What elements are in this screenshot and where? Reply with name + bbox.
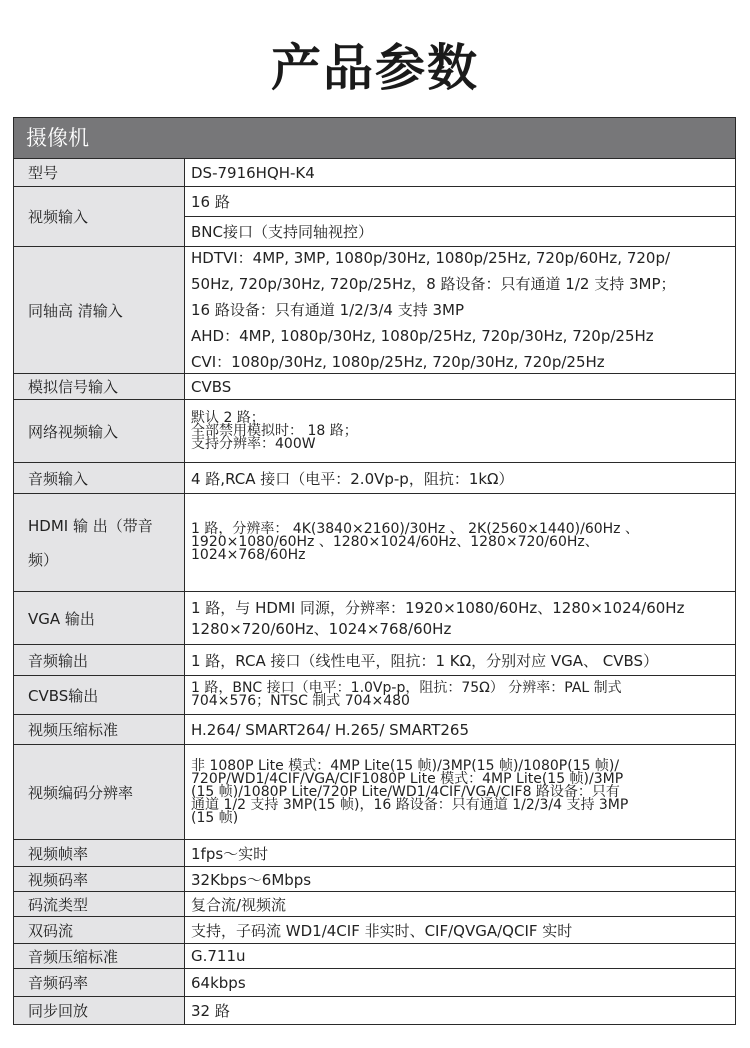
spec-row bbox=[14, 494, 735, 592]
spec-value bbox=[185, 592, 735, 644]
spec-value-line: HDTVI：4MP, 3MP, 1080p/30Hz, 1080p/25Hz, 720p/60Hz, 720p/ bbox=[191, 249, 671, 267]
spec-value bbox=[185, 867, 735, 891]
section-header: 摄像机 bbox=[14, 118, 735, 159]
spec-value-line: 全部禁用模拟时： 18 路； bbox=[191, 422, 358, 439]
spec-value bbox=[185, 645, 735, 675]
page-title: 产品参数 bbox=[271, 39, 479, 97]
spec-value-line: (15 帧)/1080P Lite/720P Lite/WD1/4CIF/VGA/CIF8 路设备：只有 bbox=[191, 783, 620, 800]
spec-value-line: 50Hz, 720p/30Hz, 720p/25Hz，8 路设备：只有通道 1/2 支持 3MP； bbox=[191, 275, 676, 293]
spec-value-line: 704×576；NTSC 制式 704×480 bbox=[191, 693, 410, 709]
spec-row bbox=[14, 840, 735, 867]
spec-value-line: 1920×1080/60Hz 、1280×1024/60Hz、1280×720/60Hz、 bbox=[191, 534, 599, 550]
spec-value-line: 1 路，分辨率： 4K(3840×2160)/30Hz 、 2K(2560×1440)/60Hz 、 bbox=[191, 521, 639, 537]
spec-rows bbox=[14, 159, 735, 1025]
spec-row bbox=[14, 892, 735, 917]
spec-value-line: 1024×768/60Hz bbox=[191, 547, 306, 563]
spec-label: 视频编码分辨率 bbox=[14, 745, 185, 839]
spec-value bbox=[185, 676, 735, 714]
spec-value bbox=[185, 840, 735, 866]
spec-label: 音频压缩标准 bbox=[14, 944, 185, 968]
spec-value-line: CVI：1080p/30Hz, 1080p/25Hz, 720p/30Hz, 720p/25Hz bbox=[191, 353, 605, 371]
spec-value-line: AHD：4MP, 1080p/30Hz, 1080p/25Hz, 720p/30Hz, 720p/25Hz bbox=[191, 327, 654, 345]
spec-value bbox=[185, 715, 735, 744]
spec-value bbox=[185, 400, 735, 462]
spec-label: 同轴高 清输入 bbox=[14, 247, 185, 373]
spec-row bbox=[14, 969, 735, 997]
spec-value-line: 默认 2 路； bbox=[191, 409, 265, 426]
spec-value bbox=[185, 374, 735, 399]
spec-value-line: 16 路 bbox=[185, 187, 735, 217]
spec-value-line: 支持分辨率：400W bbox=[191, 435, 316, 452]
spec-value-line: 4 路,RCA 接口（电平：2.0Vp-p，阻抗：1kΩ） bbox=[191, 469, 514, 488]
spec-value-line: CVBS bbox=[191, 377, 232, 396]
spec-label: 同步回放 bbox=[14, 997, 185, 1024]
spec-value bbox=[185, 187, 735, 246]
spec-value bbox=[185, 892, 735, 916]
spec-label: HDMI 输 出（带音 频） bbox=[14, 494, 185, 591]
spec-value bbox=[185, 944, 735, 968]
spec-value-line: 32 路 bbox=[191, 1002, 230, 1020]
spec-row bbox=[14, 187, 735, 247]
spec-value-line: 通道 1/2 支持 3MP(15 帧)，16 路设备：只有通道 1/2/3/4 支持 3MP bbox=[191, 796, 629, 813]
spec-value-line: 1fps～实时 bbox=[191, 844, 269, 863]
spec-label: 双码流 bbox=[14, 917, 185, 943]
spec-value-line: BNC接口（支持同轴视控） bbox=[191, 223, 373, 241]
spec-value-line: 支持，子码流 WD1/4CIF 非实时、CIF/QVGA/QCIF 实时 bbox=[191, 921, 573, 940]
spec-row bbox=[14, 745, 735, 840]
spec-value bbox=[185, 494, 735, 591]
spec-value-line: 16 路设备：只有通道 1/2/3/4 支持 3MP bbox=[191, 301, 465, 319]
spec-row bbox=[14, 944, 735, 969]
spec-value-line: 非 1080P Lite 模式：4MP Lite(15 帧)/3MP(15 帧)/1080P(15 帧)/ bbox=[191, 757, 620, 774]
spec-label: 音频输入 bbox=[14, 463, 185, 493]
spec-value-line: 1 路，与 HDMI 同源，分辨率：1920×1080/60Hz、1280×1024/60Hz bbox=[191, 599, 685, 617]
spec-value-line: 1 路，BNC 接口（电平：1.0Vp-p，阻抗：75Ω） 分辨率：PAL 制式 bbox=[191, 680, 622, 696]
spec-value bbox=[185, 917, 735, 943]
spec-label: 视频帧率 bbox=[14, 840, 185, 866]
spec-value-line: 复合流/视频流 bbox=[191, 895, 287, 914]
spec-label: 网络视频输入 bbox=[14, 400, 185, 462]
spec-value-line: H.264/ SMART264/ H.265/ SMART265 bbox=[191, 720, 469, 739]
spec-label: 模拟信号输入 bbox=[14, 374, 185, 399]
spec-label: 型号 bbox=[14, 159, 185, 186]
spec-value bbox=[185, 159, 735, 186]
spec-label: 视频输入 bbox=[14, 187, 185, 246]
spec-label: CVBS输出 bbox=[14, 676, 185, 714]
spec-row bbox=[14, 400, 735, 463]
spec-row bbox=[14, 917, 735, 944]
spec-row bbox=[14, 645, 735, 676]
spec-label: VGA 输出 bbox=[14, 592, 185, 644]
spec-row bbox=[14, 159, 735, 187]
spec-row bbox=[14, 997, 735, 1025]
spec-row bbox=[14, 676, 735, 715]
spec-label: 音频输出 bbox=[14, 645, 185, 675]
spec-value bbox=[185, 463, 735, 493]
spec-value bbox=[185, 969, 735, 996]
spec-value-line: 32Kbps～6Mbps bbox=[191, 870, 312, 889]
spec-value-line: 1280×720/60Hz、1024×768/60Hz bbox=[191, 620, 452, 638]
spec-table bbox=[13, 117, 736, 1025]
spec-value bbox=[185, 247, 735, 373]
spec-value-line: 1 路，RCA 接口（线性电平，阻抗：1 KΩ，分别对应 VGA、 CVBS） bbox=[191, 651, 659, 670]
spec-row bbox=[14, 592, 735, 645]
spec-label: 码流类型 bbox=[14, 892, 185, 916]
spec-row bbox=[14, 867, 735, 892]
spec-label: 音频码率 bbox=[14, 969, 185, 996]
spec-value-line: (15 帧) bbox=[191, 809, 239, 826]
spec-row bbox=[14, 247, 735, 374]
spec-label: 视频压缩标准 bbox=[14, 715, 185, 744]
spec-row bbox=[14, 374, 735, 400]
spec-value-line: 64kbps bbox=[191, 973, 246, 992]
spec-value-line: 720P/WD1/4CIF/VGA/CIF1080P Lite 模式：4MP Lite(15 帧)/3MP bbox=[191, 770, 624, 787]
spec-value bbox=[185, 745, 735, 839]
spec-value-line: DS-7916HQH-K4 bbox=[191, 163, 315, 182]
spec-row bbox=[14, 715, 735, 745]
spec-value bbox=[185, 997, 735, 1024]
spec-value-line: G.711u bbox=[191, 947, 246, 965]
spec-row bbox=[14, 463, 735, 494]
spec-label: 视频码率 bbox=[14, 867, 185, 891]
